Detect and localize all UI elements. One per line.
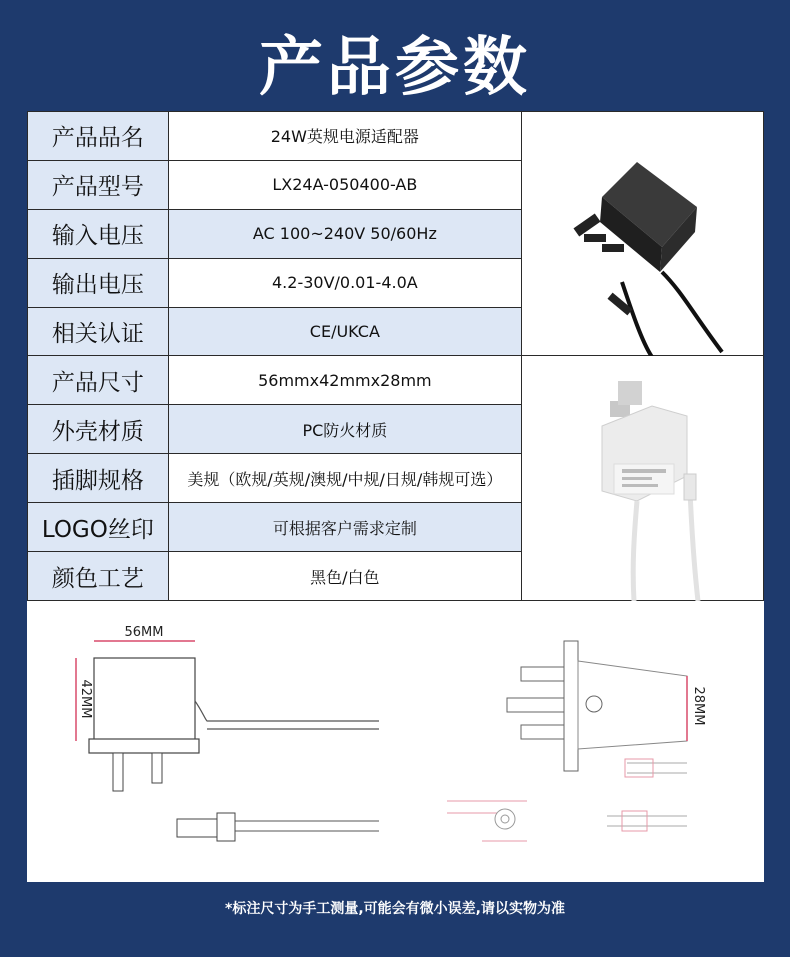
spec-panel: [27, 111, 764, 601]
spec-value: 56mmx42mmx28mm: [168, 356, 521, 405]
spec-label: 相关认证: [28, 307, 169, 356]
spec-label: 颜色工艺: [28, 552, 169, 601]
spec-value: PC防火材质: [168, 405, 521, 454]
spec-label: 产品尺寸: [28, 356, 169, 405]
spec-row: [28, 503, 522, 552]
spec-row: [28, 405, 522, 454]
spec-row: [28, 258, 522, 307]
spec-label: LOGO丝印: [28, 503, 169, 552]
spec-row: [28, 209, 522, 258]
spec-label: 插脚规格: [28, 454, 169, 503]
spec-row: [28, 454, 522, 503]
spec-value: 4.2-30V/0.01-4.0A: [168, 258, 521, 307]
spec-value: AC 100~240V 50/60Hz: [168, 209, 521, 258]
dimension-diagram-panel: [27, 601, 764, 882]
spec-label: 外壳材质: [28, 405, 169, 454]
spec-row: [28, 160, 522, 209]
spec-label: 产品品名: [28, 112, 169, 161]
spec-label: 输出电压: [28, 258, 169, 307]
spec-value: 美规（欧规/英规/澳规/中规/日规/韩规可选）: [168, 454, 521, 503]
white-adapter-image: [522, 356, 764, 601]
side-view-drawing: [507, 641, 687, 831]
front-view-drawing: [76, 641, 379, 841]
black-adapter-illustration: [522, 112, 764, 357]
spec-row: [28, 112, 522, 161]
spec-value: 可根据客户需求定制: [168, 503, 521, 552]
spec-table: [27, 111, 522, 601]
connector-detail-drawing: [447, 801, 527, 841]
height-dimension-label: 42MM: [78, 679, 93, 719]
depth-dimension-label: 28MM: [691, 686, 706, 726]
spec-value: 24W英规电源适配器: [168, 112, 521, 161]
white-adapter-illustration: [522, 356, 764, 601]
footnote: *标注尺寸为手工测量,可能会有微小误差,请以实物为准: [225, 901, 565, 917]
spec-row: [28, 552, 522, 601]
spec-row: [28, 307, 522, 356]
black-adapter-image: [522, 111, 764, 356]
dimension-diagram: [27, 601, 764, 882]
spec-label: 输入电压: [28, 209, 169, 258]
spec-row: [28, 356, 522, 405]
width-dimension-label: 56MM: [124, 625, 164, 640]
spec-value: CE/UKCA: [168, 307, 521, 356]
spec-label: 产品型号: [28, 160, 169, 209]
page-title: 产品参数: [259, 31, 531, 105]
spec-value: LX24A-050400-AB: [168, 160, 521, 209]
spec-value: 黑色/白色: [168, 552, 521, 601]
